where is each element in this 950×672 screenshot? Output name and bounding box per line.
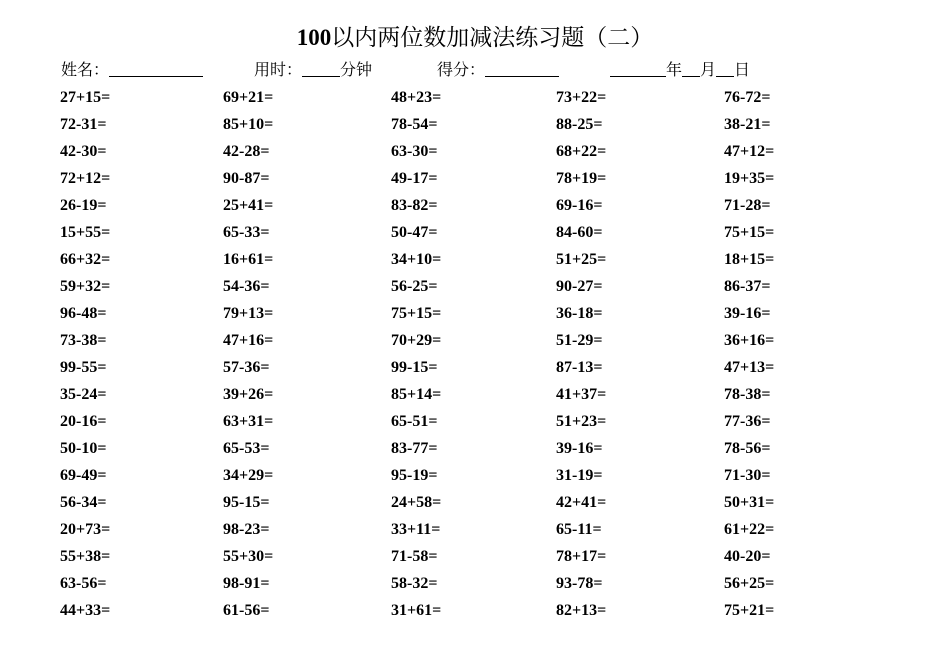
problem-item: 26-19=: [60, 197, 107, 214]
problem-item: 72+12=: [60, 170, 111, 187]
problem-item: 51+23=: [556, 413, 607, 430]
problem-item: 42-28=: [223, 143, 270, 160]
problem-item: 78-54=: [391, 116, 438, 133]
problem-item: 95-19=: [391, 467, 438, 484]
problem-row: [0, 246, 950, 273]
month-blank[interactable]: [682, 58, 700, 77]
problem-item: 93-78=: [556, 575, 603, 592]
year-label: 年: [666, 62, 683, 79]
problem-item: 31-19=: [556, 467, 603, 484]
problem-item: 75+15=: [391, 305, 442, 322]
problem-row: [0, 381, 950, 408]
problem-item: 42+41=: [556, 494, 607, 511]
problem-item: 34+10=: [391, 251, 442, 268]
problem-item: 47+12=: [724, 143, 775, 160]
problem-item: 69-49=: [60, 467, 107, 484]
time-label: 用时：: [254, 62, 303, 79]
problem-row: [0, 138, 950, 165]
problem-item: 75+21=: [724, 602, 775, 619]
problem-item: 34+29=: [223, 467, 274, 484]
problem-item: 90-87=: [223, 170, 270, 187]
problem-item: 85+10=: [223, 116, 274, 133]
problem-row: [0, 354, 950, 381]
title-text: 以内两位数加减法练习题（二）: [331, 25, 654, 50]
problem-item: 27+15=: [60, 89, 111, 106]
problem-item: 90-27=: [556, 278, 603, 295]
date-field: [610, 58, 750, 83]
problem-item: 75+15=: [724, 224, 775, 241]
problem-item: 44+33=: [60, 602, 111, 619]
time-field: [254, 58, 372, 83]
problem-row: [0, 165, 950, 192]
problem-item: 69-16=: [556, 197, 603, 214]
problem-item: 71-58=: [391, 548, 438, 565]
problem-grid: [0, 84, 950, 624]
problem-item: 66+32=: [60, 251, 111, 268]
problem-item: 68+22=: [556, 143, 607, 160]
problem-item: 65-53=: [223, 440, 270, 457]
problem-item: 78+17=: [556, 548, 607, 565]
problem-item: 71-28=: [724, 197, 771, 214]
problem-item: 58-32=: [391, 575, 438, 592]
year-blank[interactable]: [610, 58, 666, 77]
problem-item: 63-30=: [391, 143, 438, 160]
problem-item: 40-20=: [724, 548, 771, 565]
problem-item: 69+21=: [223, 89, 274, 106]
problem-item: 96-48=: [60, 305, 107, 322]
problem-item: 70+29=: [391, 332, 442, 349]
problem-item: 98-23=: [223, 521, 270, 538]
problem-row: [0, 273, 950, 300]
problem-item: 47+16=: [223, 332, 274, 349]
problem-item: 48+23=: [391, 89, 442, 106]
problem-item: 78+19=: [556, 170, 607, 187]
problem-item: 55+38=: [60, 548, 111, 565]
problem-item: 33+11=: [391, 521, 441, 538]
problem-item: 50-10=: [60, 440, 107, 457]
problem-item: 51+25=: [556, 251, 607, 268]
problem-item: 39-16=: [724, 305, 771, 322]
problem-item: 59+32=: [60, 278, 111, 295]
problem-row: [0, 192, 950, 219]
problem-item: 63+31=: [223, 413, 274, 430]
problem-item: 16+61=: [223, 251, 274, 268]
problem-item: 56-25=: [391, 278, 438, 295]
problem-row: [0, 84, 950, 111]
problem-item: 20+73=: [60, 521, 111, 538]
problem-row: [0, 327, 950, 354]
problem-row: [0, 111, 950, 138]
problem-item: 35-24=: [60, 386, 107, 403]
score-blank[interactable]: [485, 58, 559, 77]
day-label: 日: [734, 62, 751, 79]
name-field: [61, 58, 203, 83]
problem-item: 99-15=: [391, 359, 438, 376]
student-info-row: [0, 58, 950, 82]
problem-item: 88-25=: [556, 116, 603, 133]
problem-item: 65-11=: [556, 521, 602, 538]
problem-item: 77-36=: [724, 413, 771, 430]
problem-item: 38-21=: [724, 116, 771, 133]
problem-item: 95-15=: [223, 494, 270, 511]
problem-item: 39-16=: [556, 440, 603, 457]
problem-item: 83-82=: [391, 197, 438, 214]
problem-item: 57-36=: [223, 359, 270, 376]
problem-item: 76-72=: [724, 89, 771, 106]
problem-item: 50+31=: [724, 494, 775, 511]
problem-item: 54-36=: [223, 278, 270, 295]
problem-item: 65-33=: [223, 224, 270, 241]
problem-row: [0, 516, 950, 543]
problem-item: 84-60=: [556, 224, 603, 241]
problem-item: 51-29=: [556, 332, 603, 349]
problem-item: 24+58=: [391, 494, 442, 511]
problem-item: 50-47=: [391, 224, 438, 241]
month-label: 月: [700, 62, 717, 79]
problem-row: [0, 597, 950, 624]
problem-item: 65-51=: [391, 413, 438, 430]
problem-item: 31+61=: [391, 602, 442, 619]
problem-item: 20-16=: [60, 413, 107, 430]
problem-item: 36-18=: [556, 305, 603, 322]
problem-row: [0, 543, 950, 570]
problem-item: 63-56=: [60, 575, 107, 592]
problem-item: 78-38=: [724, 386, 771, 403]
problem-item: 56-34=: [60, 494, 107, 511]
problem-item: 39+26=: [223, 386, 274, 403]
problem-row: [0, 462, 950, 489]
problem-item: 73-38=: [60, 332, 107, 349]
time-unit: 分钟: [340, 62, 373, 79]
problem-item: 42-30=: [60, 143, 107, 160]
problem-row: [0, 300, 950, 327]
problem-item: 56+25=: [724, 575, 775, 592]
problem-item: 55+30=: [223, 548, 274, 565]
problem-item: 98-91=: [223, 575, 270, 592]
title-number: 100: [296, 25, 332, 50]
problem-row: [0, 489, 950, 516]
problem-item: 36+16=: [724, 332, 775, 349]
problem-item: 61-56=: [223, 602, 270, 619]
day-blank[interactable]: [716, 58, 734, 77]
problem-item: 72-31=: [60, 116, 107, 133]
problem-item: 19+35=: [724, 170, 775, 187]
problem-item: 15+55=: [60, 224, 111, 241]
score-label: 得分：: [437, 62, 486, 79]
problem-item: 25+41=: [223, 197, 274, 214]
problem-item: 73+22=: [556, 89, 607, 106]
problem-item: 78-56=: [724, 440, 771, 457]
problem-item: 87-13=: [556, 359, 603, 376]
problem-item: 49-17=: [391, 170, 438, 187]
problem-item: 86-37=: [724, 278, 771, 295]
problem-row: [0, 408, 950, 435]
problem-item: 18+15=: [724, 251, 775, 268]
problem-item: 47+13=: [724, 359, 775, 376]
name-blank[interactable]: [109, 58, 203, 77]
problem-item: 41+37=: [556, 386, 607, 403]
problem-item: 79+13=: [223, 305, 274, 322]
problem-item: 99-55=: [60, 359, 107, 376]
problem-item: 71-30=: [724, 467, 771, 484]
problem-item: 61+22=: [724, 521, 775, 538]
problem-item: 83-77=: [391, 440, 438, 457]
problem-item: 82+13=: [556, 602, 607, 619]
time-blank[interactable]: [302, 58, 340, 77]
problem-row: [0, 219, 950, 246]
name-label: 姓名：: [61, 62, 110, 79]
problem-row: [0, 570, 950, 597]
page-title: [0, 22, 950, 54]
score-field: [437, 58, 559, 83]
problem-item: 85+14=: [391, 386, 442, 403]
problem-row: [0, 435, 950, 462]
